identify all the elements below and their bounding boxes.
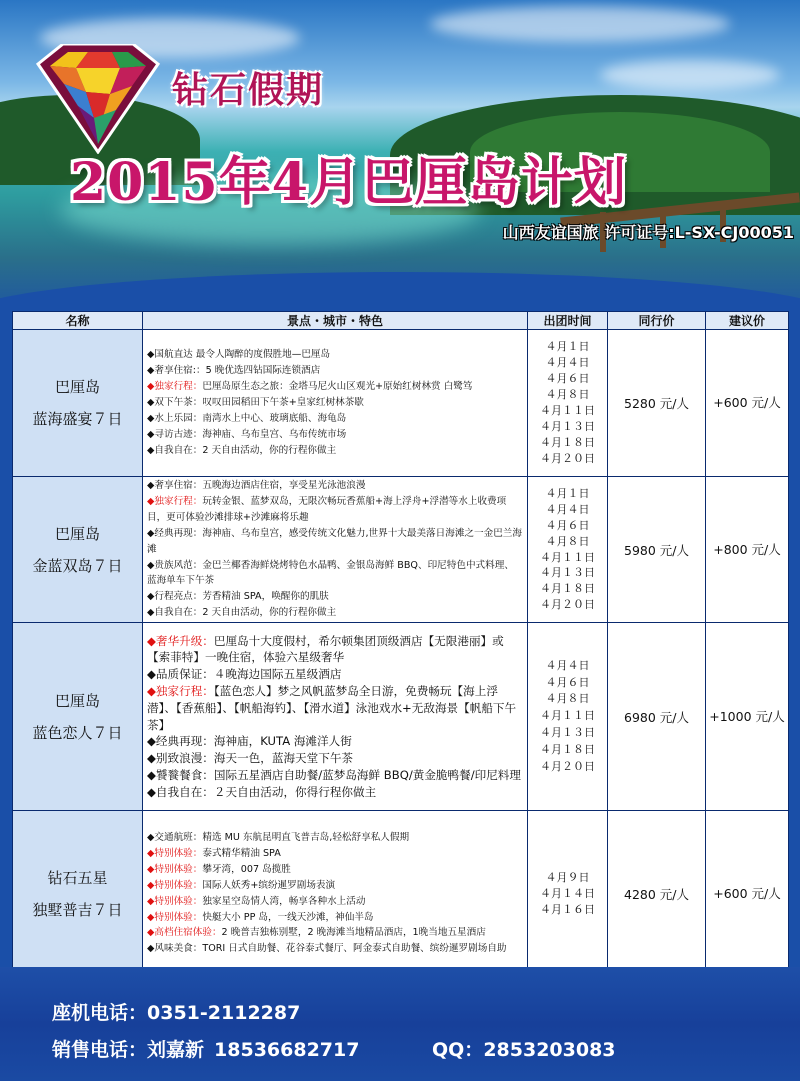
- departure-date: ４月１３日: [540, 726, 595, 740]
- table-row: [13, 330, 789, 477]
- landline-number: 0351-2112287: [147, 1002, 301, 1024]
- feature-item: [147, 589, 523, 605]
- feature-key: ◆特别体验：: [147, 879, 203, 891]
- feature-key: ◆独家行程：: [147, 684, 214, 699]
- feature-text: ◆别致浪漫：海天一色，蓝海天堂下午茶: [147, 751, 354, 766]
- feature-text: 玩转金银、蓝梦双岛，无限次畅玩香蕉船+海上浮舟+浮潜等水上收费项目，更可体验沙滩排球+沙滩麻将乐趣: [147, 495, 507, 523]
- departure-date: ４月２０日: [540, 598, 595, 612]
- header-dates: 出团时间: [528, 312, 608, 330]
- feature-text: ◆自我自在：2 天自由活动，你的行程你做主: [147, 607, 337, 619]
- feature-item: [147, 494, 523, 526]
- suggested-price: +600 元/人: [706, 330, 789, 477]
- departure-date: ４月１４日: [540, 886, 595, 900]
- feature-text: 2 晚普吉独栋别墅，2 晚海滩当地精品酒店，1晚当地五星酒店: [221, 927, 486, 939]
- package-name: [13, 330, 143, 477]
- feature-text: ◆奢享住宿:：5 晚优选四钻国际连锁酒店: [147, 365, 321, 377]
- feature-text: 快艇大小 PP 岛，一线天沙滩，神仙半岛: [202, 911, 374, 923]
- feature-text: 独家星空岛情人湾，畅享各种水上活动: [202, 895, 366, 907]
- package-name-line2: 蓝色恋人７日: [32, 723, 123, 742]
- departure-dates: [528, 811, 608, 977]
- itinerary-table: [12, 311, 789, 977]
- feature-item: [147, 894, 523, 910]
- departure-dates: [528, 477, 608, 623]
- departure-date: ４月６日: [545, 518, 590, 532]
- qq-label: QQ：: [432, 1039, 484, 1061]
- package-name-line1: 钻石五星: [47, 868, 108, 887]
- feature-text: ◆寻访古迹：海神庙、乌布皇宫、乌布传统市场: [147, 428, 347, 440]
- feature-key: ◆奢华升级：: [147, 633, 214, 648]
- cloud: [600, 60, 780, 90]
- feature-text: ◆饕餮餐食：国际五星酒店自助餐/蓝梦岛海鲜 BBQ/黄金脆鸭餐/印尼料理: [147, 768, 521, 783]
- package-features: [143, 811, 528, 977]
- feature-text: 巴厘岛十大度假村，希尔顿集团顶级酒店【无限港丽】或【索菲特】一晚住宿，体验六星级奢华: [147, 633, 504, 665]
- sales-label: 销售电话：: [52, 1039, 148, 1061]
- departure-date: ４月２０日: [540, 451, 595, 465]
- table-row: [13, 477, 789, 623]
- feature-text: 国际人妖秀+缤纷暹罗剧场表演: [202, 879, 336, 891]
- departure-date: ４月１日: [545, 486, 590, 500]
- departure-date: ４月１８日: [540, 742, 595, 756]
- feature-item: [147, 666, 523, 683]
- cloud: [430, 6, 730, 42]
- package-name-line1: 巴厘岛: [54, 691, 100, 710]
- header-trade-price: 同行价: [608, 312, 706, 330]
- page-title: 2015年4月巴厘岛计划: [70, 152, 627, 213]
- feature-key: ◆独家行程：: [147, 495, 203, 507]
- package-name-line2: 蓝海盛宴７日: [32, 410, 123, 428]
- feature-item: [147, 767, 523, 784]
- landline-label: 座机电话：: [52, 1002, 148, 1024]
- feature-item: [147, 683, 523, 733]
- trade-price: 6980 元/人: [608, 623, 706, 811]
- departure-dates: [528, 623, 608, 811]
- package-features: [143, 623, 528, 811]
- departure-date: ４月４日: [545, 658, 590, 672]
- header-suggested-price: 建议价: [706, 312, 789, 330]
- feature-item: [147, 750, 523, 767]
- departure-date: ４月１１日: [540, 550, 595, 564]
- departure-date: ４月１１日: [540, 709, 595, 723]
- feature-item: [147, 558, 523, 590]
- feature-item: [147, 395, 523, 411]
- feature-text: ◆双下午茶：叹叹田园稻田下午茶+皇家红树林茶歇: [147, 397, 364, 409]
- feature-key: ◆高档住宿体验：: [147, 927, 222, 939]
- feature-key: ◆特别体验：: [147, 895, 203, 907]
- package-name-line1: 巴厘岛: [54, 378, 100, 396]
- feature-key: ◆特别体验：: [147, 863, 203, 875]
- departure-date: ４月８日: [545, 388, 590, 402]
- feature-item: [147, 526, 523, 558]
- wave-edge: [0, 272, 800, 315]
- feature-text: ◆奢享住宿：五晚海边酒店住宿，享受星光泳池浪漫: [147, 480, 366, 491]
- package-name-line1: 巴厘岛: [54, 524, 100, 543]
- departure-date: ４月４日: [545, 502, 590, 516]
- departure-date: ４月１１日: [540, 404, 595, 417]
- feature-item: [147, 363, 523, 379]
- feature-text: ◆品质保证：４晚海边国际五星级酒店: [147, 667, 342, 682]
- feature-text: ◆经典再现：海神庙，KUTA 海滩洋人街: [147, 734, 352, 749]
- feature-item: [147, 605, 523, 621]
- feature-key: ◆特别体验：: [147, 911, 203, 923]
- suggested-price: +800 元/人: [706, 477, 789, 623]
- package-name-line2: 独墅普吉７日: [32, 900, 123, 919]
- feature-item: [147, 427, 523, 443]
- departure-date: ４月６日: [545, 675, 590, 689]
- departure-date: ４月１８日: [540, 582, 595, 596]
- feature-item: [147, 784, 523, 801]
- feature-item: [147, 846, 523, 862]
- feature-item: [147, 910, 523, 926]
- departure-dates: [528, 330, 608, 477]
- departure-date: ４月２０日: [540, 759, 595, 773]
- feature-text: ◆行程亮点：芳香精油 SPA，唤醒你的肌肤: [147, 591, 329, 603]
- feature-item: [147, 443, 523, 459]
- departure-date: ４月１６日: [540, 902, 595, 916]
- table-row: [13, 623, 789, 811]
- feature-text: ◆国航直达 最令人陶醉的度假胜地—巴厘岛: [147, 349, 331, 361]
- feature-key: ◆独家行程：: [147, 381, 203, 393]
- departure-date: ４月９日: [545, 870, 590, 884]
- feature-item: [147, 941, 523, 957]
- departure-date: ４月８日: [545, 534, 590, 548]
- feature-item: [147, 478, 523, 494]
- feature-text: 【蓝色恋人】梦之风帆蓝梦岛全日游，免费畅玩【海上浮潜】、【香蕉船】、【帆船海钓】、【滑水道】泳池戏水+无敌海景【帆船下午茶】: [147, 684, 517, 732]
- feature-text: 攀牙湾，007 岛揽胜: [202, 863, 291, 875]
- departure-date: ４月１８日: [540, 435, 595, 449]
- feature-text: ◆自我自在：２天自由活动，你得行程你做主: [147, 784, 377, 799]
- feature-text: ◆交通航班：精选 MU 东航昆明直飞普吉岛,轻松舒享私人假期: [147, 832, 410, 844]
- package-features: [143, 330, 528, 477]
- feature-text: 巴厘岛原生态之旅：金塔马尼火山区观光+原始红树林赏 白鹭笃: [202, 381, 473, 393]
- feature-text: ◆经典再现：海神庙、乌布皇宫，感受传统文化魅力,世界十大最美落日海滩之一金巴兰海滩: [147, 527, 522, 555]
- feature-key: ◆特别体验：: [147, 847, 203, 859]
- trade-price: 5280 元/人: [608, 330, 706, 477]
- table-row: [13, 811, 789, 977]
- departure-date: ４月１３日: [540, 566, 595, 580]
- sales-name: 刘嘉新: [147, 1039, 205, 1061]
- table-header-row: [13, 312, 789, 330]
- feature-text: ◆自我自在：2 天自由活动，你的行程你做主: [147, 444, 337, 456]
- hero-banner: [0, 0, 800, 315]
- feature-item: [147, 925, 523, 941]
- sales-line: [52, 1035, 359, 1062]
- departure-date: ４月４日: [545, 356, 590, 370]
- feature-text: 泰式精华精油 SPA: [202, 847, 281, 859]
- table-body: [13, 330, 789, 977]
- feature-item: [147, 347, 523, 363]
- trade-price: 4280 元/人: [608, 811, 706, 977]
- feature-item: [147, 379, 523, 395]
- feature-item: [147, 862, 523, 878]
- feature-text: ◆水上乐园：南湾水上中心、玻璃底船、海龟岛: [147, 412, 347, 424]
- sales-phone: 18536682717: [214, 1039, 360, 1061]
- feature-item: [147, 830, 523, 846]
- brand-name: 钻石假期: [172, 70, 325, 111]
- departure-date: ４月６日: [545, 372, 590, 386]
- feature-item: [147, 633, 523, 667]
- departure-date: ４月１日: [545, 340, 590, 354]
- suggested-price: +1000 元/人: [706, 623, 789, 811]
- itinerary-table-wrapper: [12, 311, 788, 977]
- qq-number: 2853203083: [483, 1039, 616, 1061]
- header-features: 景点・城市・特色: [143, 312, 528, 330]
- agency-license: 山西友谊国旅 许可证号:L-SX-CJ00051: [502, 223, 794, 242]
- feature-item: [147, 878, 523, 894]
- package-name: [13, 811, 143, 977]
- feature-item: [147, 411, 523, 427]
- feature-text: ◆贵族风范：金巴兰椰香海鲜烧烤特色水晶鸭、金银岛海鲜 BBQ、印尼特色中式料理、蓝海单车下午茶: [147, 559, 514, 587]
- package-features: [143, 477, 528, 623]
- feature-text: ◆风味美食：TORI 日式自助餐、花谷泰式餐厅、阿金泰式自助餐、缤纷暹罗剧场自助: [147, 943, 507, 955]
- feature-item: [147, 733, 523, 750]
- suggested-price: +600 元/人: [706, 811, 789, 977]
- landline-line: [52, 998, 300, 1025]
- departure-date: ４月８日: [545, 692, 590, 706]
- diamond-logo-icon: [28, 44, 168, 154]
- package-name: [13, 477, 143, 623]
- qq-line: [432, 1035, 616, 1062]
- trade-price: 5980 元/人: [608, 477, 706, 623]
- header-name: 名称: [13, 312, 143, 330]
- departure-date: ４月１３日: [540, 419, 595, 433]
- package-name-line2: 金蓝双岛７日: [32, 556, 123, 575]
- package-name: [13, 623, 143, 811]
